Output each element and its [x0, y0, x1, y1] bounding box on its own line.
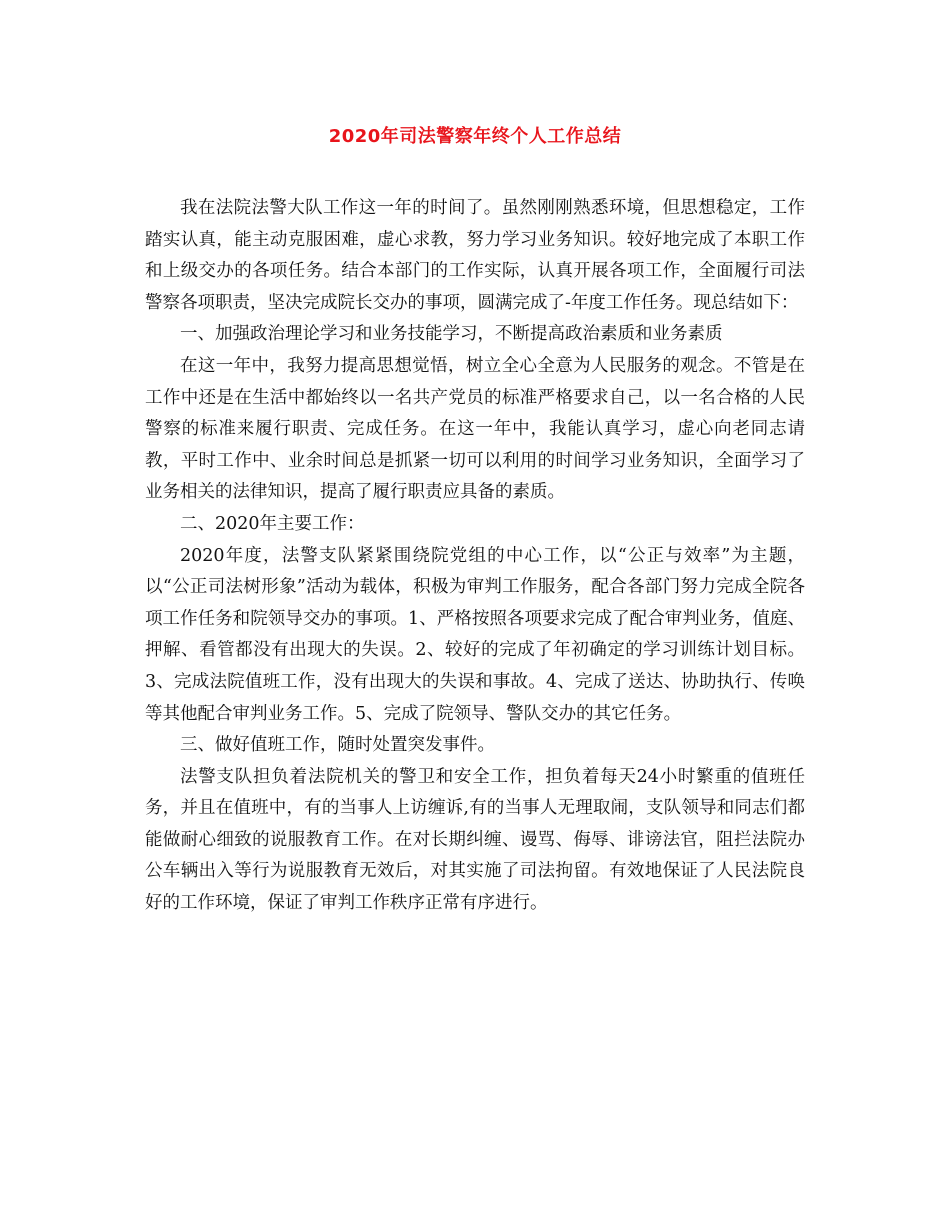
- paragraph-section-2: 2020年度，法警支队紧紧围绕院党组的中心工作，以“公正与效率”为主题，以“公正司法树形象”活动为载体，积极为审判工作服务，配合各部门努力完成全院各项工作任务和院领导交办的事项。1、严格按照各项要求完成了配合审判业务，值庭、押解、看管都没有出现大的失误。2、较好的完成了年初确定的学习训练计划目标。3、完成法院值班工作，没有出现大的失误和事故。4、完成了送达、协助执行、传唤等其他配合审判业务工作。5、完成了院领导、警队交办的其它任务。: [145, 545, 805, 724]
- section-heading-3: 三、做好值班工作，随时处置突发事件。: [180, 735, 495, 756]
- document-title: 2020年司法警察年终个人工作总结: [328, 126, 622, 147]
- paragraph-section-1: 在这一年中，我努力提高思想觉悟，树立全心全意为人民服务的观念。不管是在工作中还是在生活中都始终以一名共产党员的标准严格要求自己，以一名合格的人民警察的标准来履行职责、完成任务。在这一年中，我能认真学习，虚心向老同志请教，平时工作中、业余时间总是抓紧一切可以利用的时间学习业务知识，全面学习了业务相关的法律知识，提高了履行职责应具备的素质。: [145, 355, 805, 503]
- section-heading-2: 二、2020年主要工作：: [180, 513, 365, 534]
- paragraph-intro: 我在法院法警大队工作这一年的时间了。虽然刚刚熟悉环境，但思想稳定，工作踏实认真，能主动克服困难，虚心求教，努力学习业务知识。较好地完成了本职工作和上级交办的各项任务。结合本部门的工作实际，认真开展各项工作，全面履行司法警察各项职责，坚决完成院长交办的事项，圆满完成了-年度工作任务。现总结如下：: [145, 198, 805, 313]
- paragraph-section-3: 法警支队担负着法院机关的警卫和安全工作，担负着每天24小时繁重的值班任务，并且在值班中，有的当事人上访缠诉,有的当事人无理取闹，支队领导和同志们都能做耐心细致的说服教育工作。在对长期纠缠、谩骂、侮辱、诽谤法官，阻拦法院办公车辆出入等行为说服教育无效后，对其实施了司法拘留。有效地保证了人民法院良好的工作环境，保证了审判工作秩序正常有序进行。: [145, 766, 805, 914]
- document-body: [145, 193, 805, 920]
- section-heading-1: 一、加强政治理论学习和业务技能学习，不断提高政治素质和业务素质: [180, 324, 723, 345]
